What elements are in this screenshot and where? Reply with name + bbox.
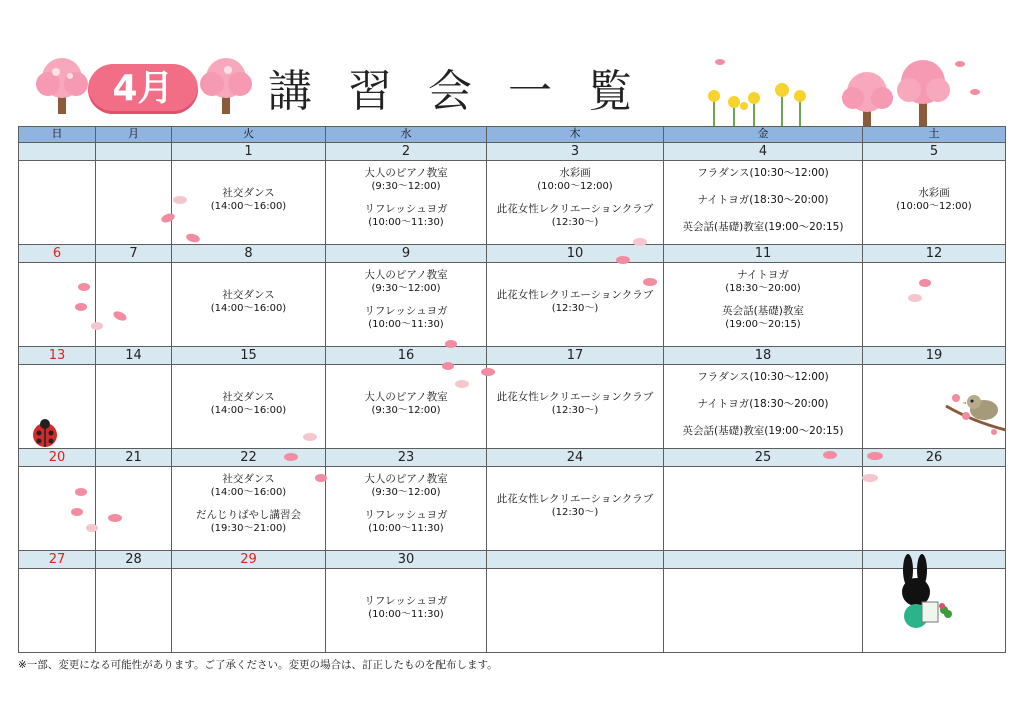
event-item — [326, 473, 486, 499]
date-cell: 2 — [326, 143, 487, 161]
event-name: 英会話(基礎)教室(19:00～20:15) — [682, 221, 844, 233]
date-cell: 26 — [863, 449, 1006, 467]
event-item — [664, 371, 862, 384]
date-cell — [664, 551, 863, 569]
day-cell — [172, 467, 326, 551]
event-name: リフレッシュヨガ — [364, 509, 448, 521]
date-row — [19, 449, 1006, 467]
day-cell — [863, 467, 1006, 551]
event-item — [326, 167, 486, 193]
date-cell: 1 — [172, 143, 326, 161]
date-cell: 20 — [19, 449, 96, 467]
date-row — [19, 143, 1006, 161]
event-name: リフレッシュヨガ — [364, 595, 448, 607]
event-item — [664, 425, 862, 438]
event-name: 大人のピアノ教室 — [364, 473, 448, 485]
event-time: (9:30～12:00) — [371, 405, 441, 416]
day-cell — [664, 263, 863, 347]
event-item — [172, 473, 325, 499]
day-cell — [19, 161, 96, 245]
ladybug-icon — [28, 418, 62, 448]
day-cell — [487, 467, 664, 551]
events-row — [19, 569, 1006, 653]
event-item — [326, 391, 486, 417]
rapeseed-flowers-icon — [704, 80, 814, 126]
date-cell: 30 — [326, 551, 487, 569]
event-item — [664, 221, 862, 234]
day-cell — [664, 365, 863, 449]
event-item — [326, 269, 486, 295]
event-time: (10:00～11:30) — [368, 319, 444, 330]
event-name: フラダンス(10:30～12:00) — [697, 371, 829, 383]
event-name: 社交ダンス — [222, 187, 275, 199]
day-cell — [172, 365, 326, 449]
date-cell: 29 — [172, 551, 326, 569]
day-cell — [863, 263, 1006, 347]
event-name: 社交ダンス — [222, 289, 275, 301]
bird-on-branch-icon — [944, 388, 1006, 436]
weekday-mon: 月 — [96, 127, 172, 143]
date-cell: 14 — [96, 347, 172, 365]
day-cell — [487, 161, 664, 245]
date-cell: 8 — [172, 245, 326, 263]
day-cell — [96, 161, 172, 245]
weekday-tue: 火 — [172, 127, 326, 143]
event-item — [664, 194, 862, 207]
event-item — [664, 305, 862, 331]
cherry-tree-icon — [838, 70, 896, 126]
event-name: 社交ダンス — [222, 473, 275, 485]
event-time: (12:30～) — [551, 217, 599, 228]
date-cell — [487, 551, 664, 569]
date-cell: 5 — [863, 143, 1006, 161]
day-cell — [863, 161, 1006, 245]
footer-note: ※一部、変更になる可能性があります。ご了承ください。変更の場合は、訂正したものを配布します。 — [18, 659, 498, 671]
event-time: (12:30～) — [551, 303, 599, 314]
cherry-tree-icon — [198, 56, 254, 116]
date-cell: 22 — [172, 449, 326, 467]
weekday-sat: 土 — [863, 127, 1006, 143]
date-cell: 10 — [487, 245, 664, 263]
date-cell: 16 — [326, 347, 487, 365]
day-cell — [326, 161, 487, 245]
event-time: (10:00～11:30) — [368, 609, 444, 620]
event-name: 此花女性レクリエーションクラブ — [496, 289, 654, 301]
event-name: リフレッシュヨガ — [364, 203, 448, 215]
event-time: (14:00～16:00) — [210, 201, 287, 212]
date-cell — [19, 143, 96, 161]
date-cell: 21 — [96, 449, 172, 467]
date-cell: 25 — [664, 449, 863, 467]
event-time: (14:00～16:00) — [210, 487, 287, 498]
day-cell — [326, 467, 487, 551]
event-time: (9:30～12:00) — [371, 487, 441, 498]
day-cell — [19, 569, 96, 653]
day-cell — [96, 569, 172, 653]
event-time: (10:00～12:00) — [896, 201, 972, 212]
event-item — [326, 595, 486, 621]
event-item — [487, 493, 663, 519]
event-item — [172, 187, 325, 213]
event-time: (12:30～) — [551, 507, 599, 518]
event-name: ナイトヨガ — [737, 269, 789, 281]
event-name: 此花女性レクリエーションクラブ — [496, 493, 654, 505]
date-cell: 11 — [664, 245, 863, 263]
calendar-table — [18, 126, 1006, 653]
day-cell — [172, 263, 326, 347]
page-header — [0, 0, 1024, 126]
event-time: (19:30～21:00) — [210, 523, 287, 534]
event-time: (19:00～20:15) — [725, 319, 801, 330]
event-name: だんじりばやし講習会 — [196, 509, 301, 521]
event-name: 水彩画 — [559, 167, 591, 179]
weekday-wed: 水 — [326, 127, 487, 143]
event-item — [487, 167, 663, 193]
weekday-sun: 日 — [19, 127, 96, 143]
date-cell: 23 — [326, 449, 487, 467]
event-item — [863, 187, 1005, 213]
event-item — [172, 289, 325, 315]
event-name: 大人のピアノ教室 — [364, 391, 448, 403]
event-name: 水彩画 — [918, 187, 950, 199]
event-time: (9:30～12:00) — [371, 283, 441, 294]
day-cell — [19, 263, 96, 347]
event-name: 英会話(基礎)教室 — [722, 305, 804, 317]
date-cell: 24 — [487, 449, 664, 467]
weekday-fri: 金 — [664, 127, 863, 143]
date-cell: 6 — [19, 245, 96, 263]
event-item — [664, 269, 862, 295]
events-row — [19, 467, 1006, 551]
date-cell: 9 — [326, 245, 487, 263]
event-name: ナイトヨガ(18:30～20:00) — [697, 194, 829, 206]
event-time: (10:00～12:00) — [537, 181, 613, 192]
page-title: 講習会一覧 — [268, 66, 668, 117]
events-row — [19, 161, 1006, 245]
date-cell: 3 — [487, 143, 664, 161]
event-item — [326, 509, 486, 535]
date-cell: 27 — [19, 551, 96, 569]
event-item — [487, 391, 663, 417]
day-cell — [96, 467, 172, 551]
day-cell — [96, 263, 172, 347]
event-item — [487, 289, 663, 315]
event-name: ナイトヨガ(18:30～20:00) — [697, 398, 829, 410]
date-cell: 12 — [863, 245, 1006, 263]
day-cell — [172, 569, 326, 653]
day-cell — [487, 263, 664, 347]
event-item — [664, 167, 862, 180]
date-row — [19, 245, 1006, 263]
event-name: リフレッシュヨガ — [364, 305, 448, 317]
day-cell — [19, 467, 96, 551]
day-cell — [664, 161, 863, 245]
event-name: 此花女性レクリエーションクラブ — [496, 203, 654, 215]
event-time: (18:30～20:00) — [725, 283, 801, 294]
event-time: (10:00～11:30) — [368, 523, 444, 534]
events-row — [19, 263, 1006, 347]
event-name: 大人のピアノ教室 — [364, 167, 448, 179]
day-cell — [326, 365, 487, 449]
date-cell: 13 — [19, 347, 96, 365]
date-cell: 18 — [664, 347, 863, 365]
event-time: (14:00～16:00) — [210, 303, 287, 314]
weekday-header-row — [19, 127, 1006, 143]
weekday-thu: 木 — [487, 127, 664, 143]
event-item — [326, 305, 486, 331]
day-cell — [326, 569, 487, 653]
date-cell — [96, 143, 172, 161]
event-item — [326, 203, 486, 229]
month-badge: 4月 — [88, 64, 198, 114]
event-name: 此花女性レクリエーションクラブ — [496, 391, 654, 403]
event-item — [487, 203, 663, 229]
date-row — [19, 347, 1006, 365]
event-time: (9:30～12:00) — [371, 181, 441, 192]
event-item — [172, 509, 325, 535]
rabbit-icon — [896, 552, 952, 632]
date-cell: 19 — [863, 347, 1006, 365]
event-time: (10:00～11:30) — [368, 217, 444, 228]
cherry-tree-icon — [34, 56, 90, 116]
day-cell — [664, 569, 863, 653]
day-cell — [172, 161, 326, 245]
date-row — [19, 551, 1006, 569]
day-cell — [487, 569, 664, 653]
event-name: 英会話(基礎)教室(19:00～20:15) — [682, 425, 844, 437]
event-time: (14:00～16:00) — [210, 405, 287, 416]
event-name: フラダンス(10:30～12:00) — [697, 167, 829, 179]
date-cell: 17 — [487, 347, 664, 365]
day-cell — [326, 263, 487, 347]
day-cell — [96, 365, 172, 449]
event-time: (12:30～) — [551, 405, 599, 416]
date-cell: 15 — [172, 347, 326, 365]
event-item — [664, 398, 862, 411]
date-cell: 28 — [96, 551, 172, 569]
date-cell: 4 — [664, 143, 863, 161]
events-row — [19, 365, 1006, 449]
date-cell: 7 — [96, 245, 172, 263]
event-item — [172, 391, 325, 417]
day-cell — [664, 467, 863, 551]
day-cell — [487, 365, 664, 449]
event-name: 社交ダンス — [222, 391, 275, 403]
cherry-tree-icon — [894, 58, 952, 126]
event-name: 大人のピアノ教室 — [364, 269, 448, 281]
